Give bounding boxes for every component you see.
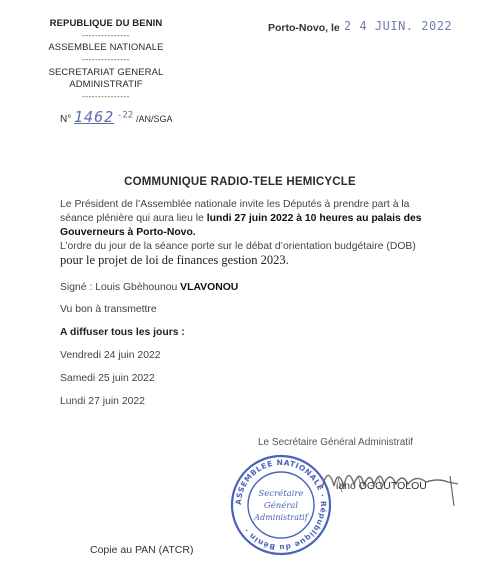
broadcast-day: Samedi 25 juin 2022	[60, 373, 155, 384]
header-separator: ---------------	[82, 92, 130, 101]
signed-line	[60, 281, 238, 295]
assembly-name: ASSEMBLEE NATIONALE	[48, 42, 164, 53]
broadcast-heading: A diffuser tous les jours :	[60, 327, 185, 338]
header-separator: ---------------	[82, 31, 130, 40]
signatory-role: Le Secrétaire Général Administratif	[258, 437, 414, 448]
ref-suffix: /AN/SGA	[135, 114, 173, 124]
stamp-center-line1: Secrétaire	[258, 489, 304, 499]
ref-prefix: N°	[60, 114, 72, 125]
seen-note: Vu bon à transmettre	[60, 304, 157, 315]
ref-year: -22	[116, 110, 134, 121]
republic-title: REPUBLIQUE DU BENIN	[49, 18, 163, 29]
ref-handwritten-number: 1462	[74, 108, 115, 126]
document-title: COMMUNIQUE RADIO-TELE HEMICYCLE	[124, 176, 356, 188]
signed-label: Signé : Louis Gbèhounou	[60, 282, 181, 293]
invitation-text: Le Président de l’Assemblée nationale invite les Députés à prendre part à la séance plénière qui aura lieu le	[60, 199, 410, 224]
reference-number	[60, 108, 172, 126]
broadcast-day: Vendredi 24 juin 2022	[60, 350, 161, 361]
header-separator: ---------------	[82, 55, 130, 64]
stamp-center-line2: Général	[263, 501, 299, 511]
broadcast-day: Lundi 27 juin 2022	[60, 396, 145, 407]
date-stamp: 2 4 JUIN. 2022	[344, 19, 453, 33]
signed-name: VLAVONOU	[180, 282, 239, 293]
place-label: Porto-Novo, le	[268, 22, 340, 34]
stamp-ring-text: ASSEMBLEE NATIONALE · République du Bénin ·	[233, 457, 329, 553]
agenda-line1: L’ordre du jour de la séance porte sur le débat d’orientation budgétaire (DOB)	[60, 241, 416, 252]
stamp-center-line3: Administratif	[254, 513, 308, 522]
invitation-paragraph	[60, 198, 434, 240]
copy-line: Copie au PAN (ATCR)	[90, 544, 194, 556]
secretariat-line1: SECRETARIAT GENERAL	[48, 67, 164, 78]
official-stamp	[228, 452, 334, 558]
invitation-date-place: lundi 27 juin 2022 à 10 heures au palais des Gouverneurs à Porto-Novo.	[60, 213, 422, 238]
agenda-line2: pour le projet de loi de finances gestion 2023.	[60, 253, 289, 267]
secretariat-line2: ADMINISTRATIF	[69, 79, 143, 90]
signatory-name: iano OGOUTOLOU	[336, 480, 427, 492]
